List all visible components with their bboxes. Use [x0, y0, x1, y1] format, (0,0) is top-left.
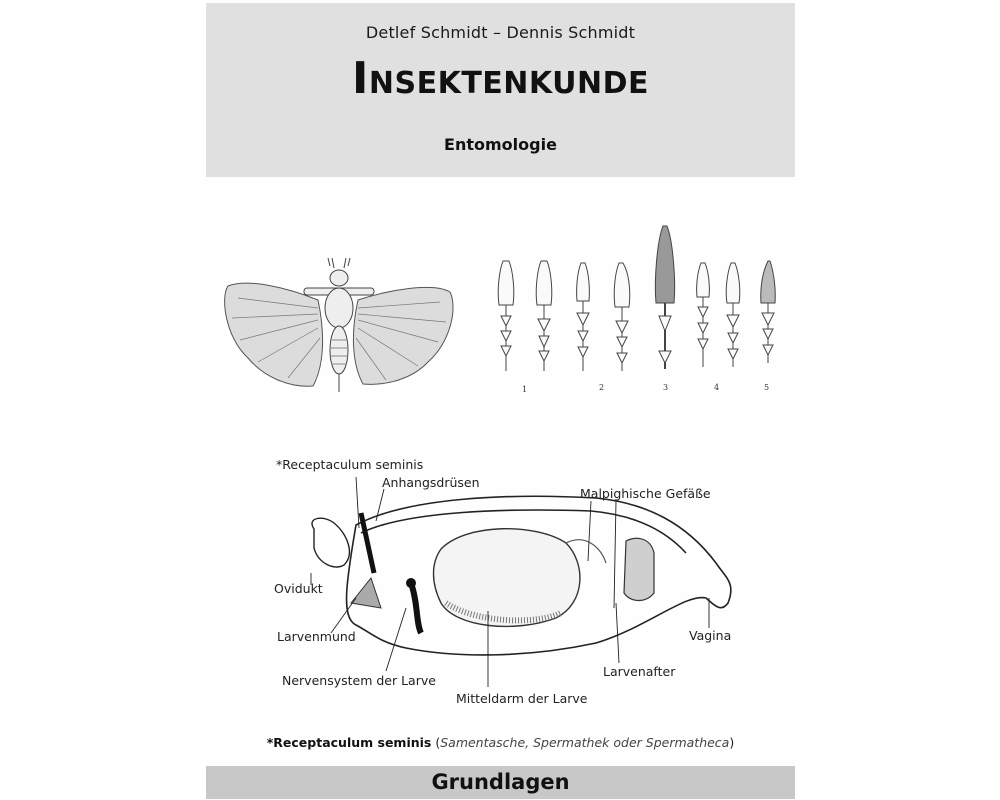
- winged-insect-illustration: [218, 258, 458, 398]
- book-cover: [206, 3, 795, 799]
- cover-header: [206, 3, 795, 177]
- antenna-2a: [577, 263, 590, 371]
- label-vagina: Vagina: [689, 628, 732, 643]
- footnote-term: *Receptaculum seminis: [266, 735, 432, 750]
- label-nervensystem-der-larve: Nervensystem der Larve: [282, 673, 436, 688]
- authors: Detlef Schmidt – Dennis Schmidt: [365, 23, 636, 42]
- series-label: Grundlagen: [431, 770, 570, 794]
- label-mitteldarm-der-larve: Mitteldarm der Larve: [456, 691, 588, 706]
- label-receptaculum-seminis: *Receptaculum seminis: [276, 457, 424, 472]
- antenna-label-5: 5: [764, 383, 770, 392]
- label-anhangsdruesen: Anhangsdrüsen: [382, 475, 480, 490]
- antenna-label-4: 4: [714, 383, 720, 392]
- antenna-label-1: 1: [522, 385, 528, 394]
- antenna-3: [655, 226, 674, 369]
- subtitle: Entomologie: [444, 135, 557, 154]
- antenna-4b: [726, 263, 740, 367]
- antenna-1a: [498, 261, 514, 371]
- antenna-label-2: 2: [599, 383, 605, 392]
- title-initial: I: [352, 53, 369, 104]
- label-ovidukt: Ovidukt: [274, 581, 323, 596]
- label-malpighische-gefaesse: Malpighische Gefäße: [580, 486, 711, 501]
- antenna-5: [761, 261, 776, 363]
- cover-footer-band: [206, 766, 795, 799]
- book-title: [206, 53, 795, 104]
- antenna-1b: [536, 261, 552, 371]
- footnote-synonyms: Samentasche, Spermathek oder Spermatheca: [440, 735, 730, 750]
- antennae-series-illustration: [491, 221, 781, 371]
- footnote: [206, 735, 795, 750]
- antenna-2b: [614, 263, 630, 371]
- label-larvenafter: Larvenafter: [603, 664, 676, 679]
- footnote-open-paren: (: [431, 735, 441, 750]
- antenna-4a: [697, 263, 710, 367]
- footnote-close-paren: ): [729, 735, 735, 750]
- label-larvenmund: Larvenmund: [277, 629, 356, 644]
- antenna-label-3: 3: [663, 383, 669, 392]
- title-rest: NSEKTENKUNDE: [368, 66, 649, 101]
